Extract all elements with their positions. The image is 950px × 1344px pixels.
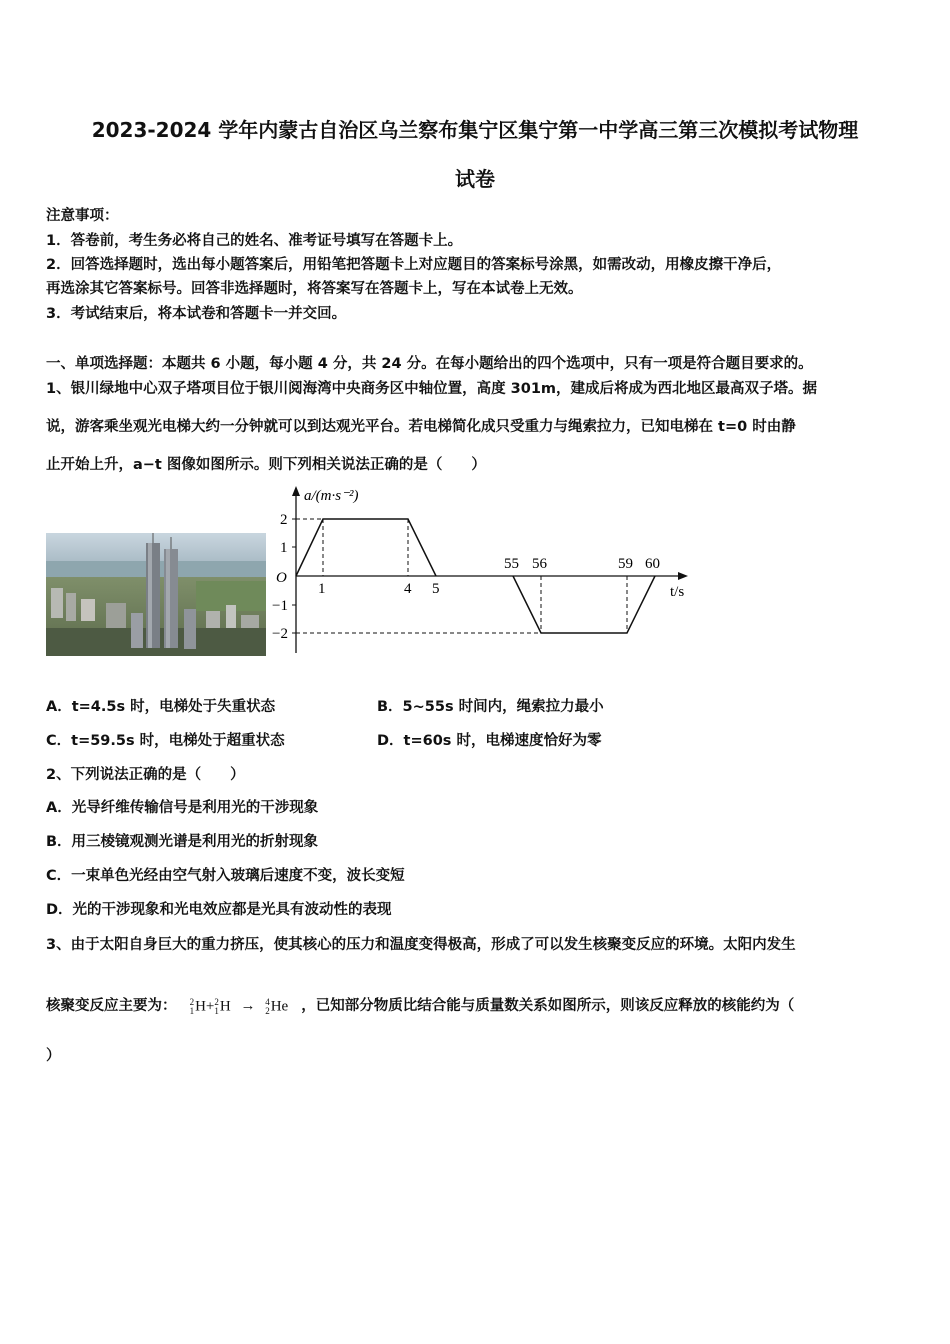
q3-stem-line3: ） [46, 1048, 61, 1064]
nuclide-symbol: H [195, 998, 206, 1014]
curve-positive [296, 519, 436, 576]
plus-sign: + [205, 998, 215, 1014]
notice-item-2-continued: 再选涂其它答案标号。回答非选择题时，将答案写在答题卡上，写在本试卷上无效。 [46, 281, 583, 297]
twin-tower-photo [46, 533, 266, 656]
q1-stem-line2: 说，游客乘坐观光电梯大约一分钟就可以到达观光平台。若电梯简化成只受重力与绳索拉力，已知电梯在 t=0 时由静 [46, 419, 796, 435]
q3-stem-line2-prefix: 核聚变反应主要为： [46, 998, 177, 1014]
notice-item-1: 1．答卷前，考生务必将自己的姓名、准考证号填写在答题卡上。 [46, 233, 463, 249]
y-axis-arrow-icon [292, 486, 300, 496]
reaction-arrow: → [240, 998, 256, 1014]
x-tick-label-60: 60 [645, 556, 660, 572]
y-tick-label-2: 2 [280, 512, 288, 528]
curve-negative [513, 576, 655, 633]
x-tick-label-55: 55 [504, 556, 519, 572]
q1-stem-line3: 止开始上升，a−t 图像如图所示。则下列相关说法正确的是（ ） [46, 457, 486, 473]
y-axis-label: a/(m·s⁻²) [304, 488, 359, 504]
y-tick-label-neg1: −1 [272, 598, 288, 614]
notice-heading: 注意事项： [46, 208, 119, 224]
origin-label: O [276, 570, 287, 586]
q2-option-c: C．一束单色光经由空气射入玻璃后速度不变，波长变短 [46, 868, 405, 884]
q3-stem-line2 [46, 994, 794, 1016]
nuclide-mass-charge: 2 1 [214, 996, 219, 1016]
x-tick-label-1: 1 [318, 581, 326, 597]
q1-option-c: C．t=59.5s 时，电梯处于超重状态 [46, 733, 285, 749]
x-axis-label: t/s [670, 584, 685, 600]
nuclide-mass-charge: 2 1 [189, 996, 195, 1016]
x-axis-arrow-icon [678, 572, 688, 580]
q1-option-a: A．t=4.5s 时，电梯处于失重状态 [46, 699, 276, 715]
q3-stem-line2-suffix: ，已知部分物质比结合能与质量数关系如图所示，则该反应释放的核能约为（ [301, 998, 795, 1014]
x-tick-label-5: 5 [432, 581, 440, 597]
nuclide-mass-charge: 4 2 [265, 996, 270, 1016]
notice-item-3: 3．考试结束后，将本试卷和答题卡一并交回。 [46, 306, 347, 322]
x-tick-label-59: 59 [618, 556, 633, 572]
notice-item-2: 2．回答选择题时，选出每小题答案后，用铅笔把答题卡上对应题目的答案标号涂黑，如需改动，用橡皮擦干净后， [46, 257, 782, 273]
q2-option-d: D．光的干涉现象和光电效应都是光具有波动性的表现 [46, 902, 392, 918]
q1-stem-line1: 1、银川绿地中心双子塔项目位于银川阅海湾中央商务区中轴位置，高度 301m，建成后将成为西北地区最高双子塔。据 [46, 381, 818, 397]
fusion-equation [190, 998, 289, 1016]
nuclide-symbol: He [270, 998, 289, 1014]
y-tick-label-1: 1 [280, 540, 288, 556]
q2-option-a: A．光导纤维传输信号是利用光的干涉现象 [46, 800, 319, 816]
q2-stem: 2、下列说法正确的是（ ） [46, 767, 245, 783]
x-tick-label-56: 56 [532, 556, 547, 572]
nuclide-symbol: H [219, 998, 231, 1014]
section-heading: 一、单项选择题：本题共 6 小题，每小题 4 分，共 24 分。在每小题给出的四个选项中，只有一项是符合题目要求的。 [46, 356, 813, 372]
y-tick-label-neg2: −2 [272, 626, 288, 642]
q3-stem-line1: 3、由于太阳自身巨大的重力挤压，使其核心的压力和温度变得极高，形成了可以发生核聚变反应的环境。太阳内发生 [46, 937, 796, 953]
q1-option-b: B．5~55s 时间内，绳索拉力最小 [377, 699, 604, 715]
q1-option-d: D．t=60s 时，电梯速度恰好为零 [377, 733, 602, 749]
q2-option-b: B．用三棱镜观测光谱是利用光的折射现象 [46, 834, 319, 850]
acceleration-time-graph [268, 478, 698, 662]
page-title: 2023-2024 学年内蒙古自治区乌兰察布集宁区集宁第一中学高三第三次模拟考试物理 [91, 118, 859, 142]
x-tick-label-4: 4 [404, 581, 412, 597]
page-title-continued: 试卷 [455, 167, 495, 191]
